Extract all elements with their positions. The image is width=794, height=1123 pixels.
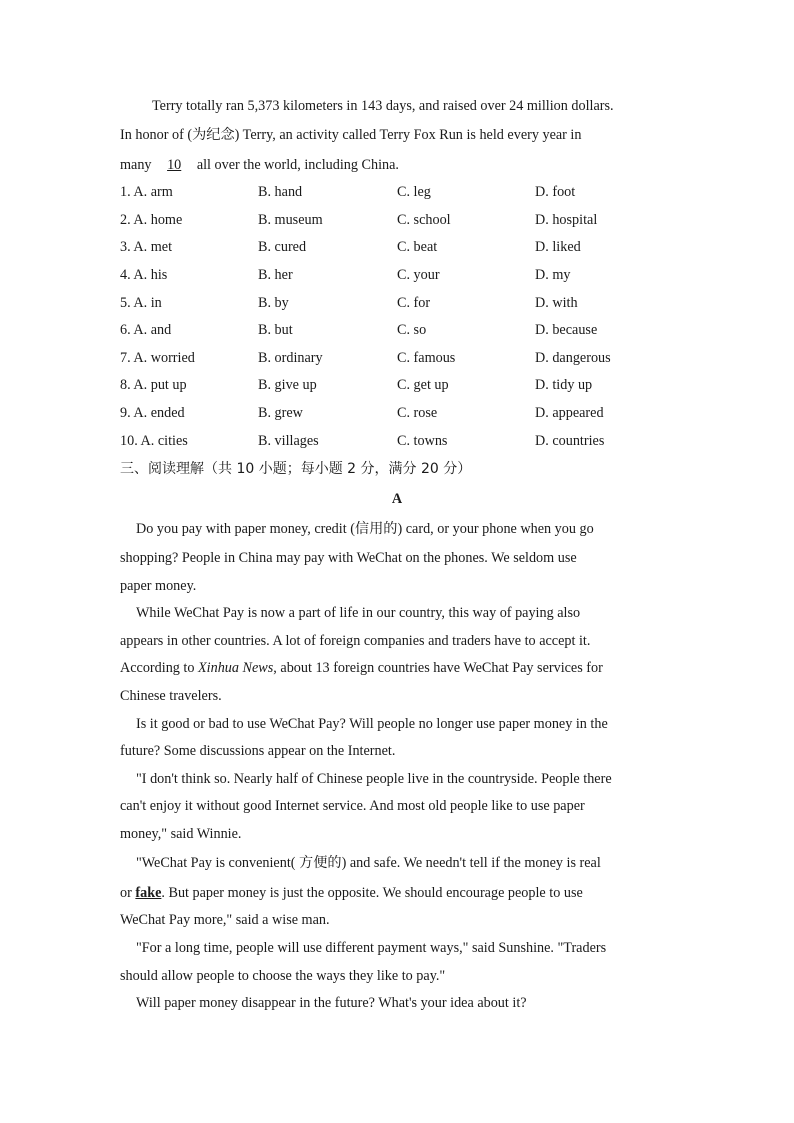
passage-p5-line-2-post: . But paper money is just the opposite. We should encourage people to use — [161, 885, 583, 901]
option-6-b: B. but — [258, 322, 293, 338]
intro-line-1: Terry totally ran 5,373 kilometers in 143 days, and raised over 24 million dollars. — [152, 98, 614, 114]
option-6-a: 6. A. and — [120, 322, 172, 338]
passage-p2-line-1: While WeChat Pay is now a part of life in our country, this way of paying also — [136, 605, 581, 621]
option-2-a: 2. A. home — [120, 212, 183, 228]
passage-p3-line-2: future? Some discussions appear on the Internet. — [120, 743, 396, 759]
option-6-d: D. because — [535, 322, 598, 338]
option-5-b: B. by — [258, 295, 289, 311]
option-10-c: C. towns — [397, 433, 448, 449]
option-1-c: C. leg — [397, 184, 431, 200]
option-6-c: C. so — [397, 322, 427, 338]
option-3-d: D. liked — [535, 239, 581, 255]
passage-p2-line-3 — [120, 658, 603, 678]
option-8-b: B. give up — [258, 377, 317, 393]
xinhua-news-title: Xinhua News — [198, 660, 274, 676]
option-7-d: D. dangerous — [535, 350, 611, 366]
intro-line-3-post: all over the world, including China. — [196, 157, 399, 173]
passage-label: A — [391, 491, 403, 507]
option-4-b: B. her — [258, 267, 293, 283]
passage-p6-line-2: should allow people to choose the ways they like to pay." — [120, 968, 446, 984]
intro-line-3 — [120, 155, 399, 175]
blank-10: 10 — [167, 157, 182, 173]
passage-p2-line-3-pre: According to — [120, 660, 195, 676]
option-9-c: C. rose — [397, 405, 438, 421]
keyword-fake: fake — [135, 885, 162, 901]
option-1-a: 1. A. arm — [120, 184, 173, 200]
option-4-a: 4. A. his — [120, 267, 168, 283]
option-10-a: 10. A. cities — [120, 433, 188, 449]
passage-p5-line-2-pre: or — [120, 885, 132, 901]
option-5-d: D. with — [535, 295, 578, 311]
intro-line-2: In honor of (为纪念) Terry, an activity called Terry Fox Run is held every year in — [120, 127, 582, 143]
option-3-a: 3. A. met — [120, 239, 173, 255]
option-3-b: B. cured — [258, 239, 307, 255]
passage-p2-line-2: appears in other countries. A lot of foreign companies and traders have to accept it. — [120, 633, 591, 649]
option-7-b: B. ordinary — [258, 350, 323, 366]
passage-p1-line-2: shopping? People in China may pay with WeChat on the phones. We seldom use — [120, 550, 577, 566]
passage-p3-line-1: Is it good or bad to use WeChat Pay? Will people no longer use paper money in the — [136, 716, 608, 732]
passage-p4-line-2: can't enjoy it without good Internet service. And most old people like to use paper — [120, 798, 585, 814]
passage-p2-line-4: Chinese travelers. — [120, 688, 222, 704]
option-4-d: D. my — [535, 267, 571, 283]
option-2-c: C. school — [397, 212, 451, 228]
passage-p4-line-3: money," said Winnie. — [120, 826, 242, 842]
option-4-c: C. your — [397, 267, 440, 283]
intro-line-3-pre: many — [120, 157, 152, 173]
passage-p4-line-1: "I don't think so. Nearly half of Chinese people live in the countryside. People there — [136, 771, 612, 787]
option-8-c: C. get up — [397, 377, 449, 393]
section-heading: 三、阅读理解（共 10 小题；每小题 2 分，满分 20 分） — [120, 461, 472, 477]
passage-p6-line-1: "For a long time, people will use different payment ways," said Sunshine. "Traders — [136, 940, 607, 956]
option-5-c: C. for — [397, 295, 431, 311]
option-3-c: C. beat — [397, 239, 438, 255]
option-5-a: 5. A. in — [120, 295, 162, 311]
option-1-b: B. hand — [258, 184, 303, 200]
option-2-d: D. hospital — [535, 212, 598, 228]
option-9-b: B. grew — [258, 405, 303, 421]
option-2-b: B. museum — [258, 212, 323, 228]
passage-p5-line-3: WeChat Pay more," said a wise man. — [120, 912, 330, 928]
option-7-a: 7. A. worried — [120, 350, 195, 366]
passage-p1-line-3: paper money. — [120, 578, 197, 594]
option-8-a: 8. A. put up — [120, 377, 187, 393]
option-8-d: D. tidy up — [535, 377, 593, 393]
passage-p7-line-1: Will paper money disappear in the future? What's your idea about it? — [136, 995, 527, 1011]
passage-p5-line-2 — [120, 883, 583, 903]
passage-p1-line-1: Do you pay with paper money, credit (信用的) card, or your phone when you go — [136, 521, 594, 537]
passage-p2-line-3-post: , about 13 foreign countries have WeChat Pay services for — [273, 660, 603, 676]
option-9-d: D. appeared — [535, 405, 604, 421]
option-10-d: D. countries — [535, 433, 605, 449]
option-9-a: 9. A. ended — [120, 405, 185, 421]
option-7-c: C. famous — [397, 350, 456, 366]
option-1-d: D. foot — [535, 184, 576, 200]
passage-p5-line-1: "WeChat Pay is convenient( 方便的) and safe. We needn't tell if the money is real — [136, 855, 601, 871]
option-10-b: B. villages — [258, 433, 319, 449]
